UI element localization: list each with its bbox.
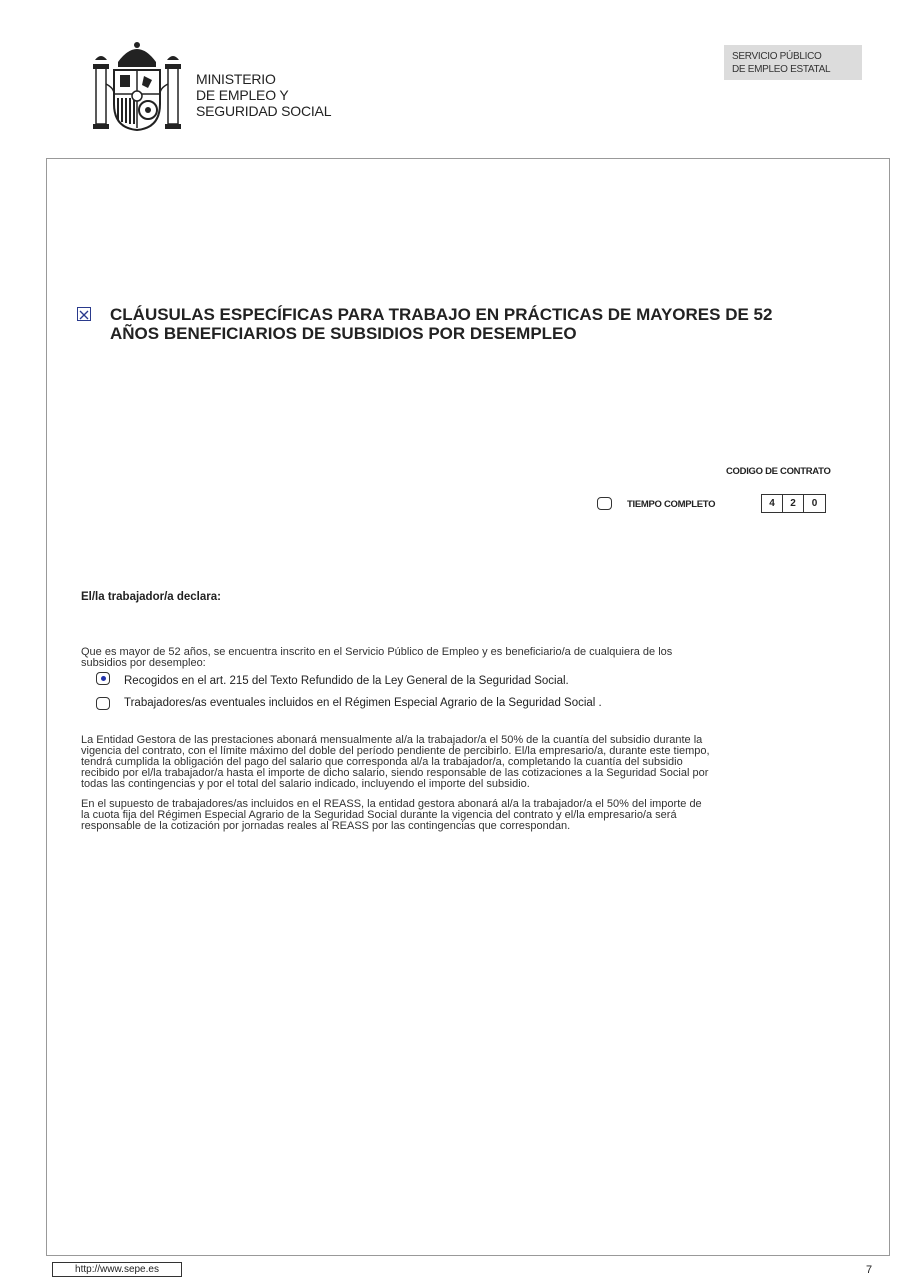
radio-selected-dot [101,676,106,681]
intro-line: subsidios por desempleo: [81,657,206,669]
title-line: AÑOS BENEFICIARIOS DE SUBSIDIOS POR DESEMPLEO [110,324,577,343]
tiempo-completo-radio[interactable] [597,497,612,510]
service-line: SERVICIO PÚBLICO [732,51,822,62]
intro-line: Que es mayor de 52 años, se encuentra inscrito en el Servicio Público de Empleo y es beneficiario/a de cualquiera de los [81,646,673,658]
coat-of-arms-icon [92,40,182,132]
paragraph-line: La Entidad Gestora de las prestaciones abonará mensualmente al/a la trabajador/a el 50% de la cuantía del subsidio durante la [81,734,703,746]
paragraph-line: En el supuesto de trabajadores/as incluidos en el REASS, la entidad gestora abonará al/a la trabajador/a el 50% del importe de [81,798,702,810]
paragraph-reass [81,799,801,832]
paragraph-line: tendrá cumplida la obligación del pago del salario que corresponda al/a la trabajador/a, completando la cuantía del subsidio [81,756,683,768]
code-digit: 4 [762,495,783,512]
contract-code-boxes [761,494,826,513]
paragraph-line: todas las contingencias y por el total del salario indicado, incluyendo el importe del subsidio. [81,778,530,790]
option-radio-reass[interactable] [96,697,110,710]
service-badge [724,45,862,80]
option-label-art215: Recogidos en el art. 215 del Texto Refundido de la Ley General de la Seguridad Social. [124,675,569,687]
clause-title [110,305,850,343]
contract-code-label: CODIGO DE CONTRATO [726,466,831,477]
code-digit: 2 [783,495,804,512]
ministry-line: MINISTERIO [196,71,276,87]
paragraph-line: la cuota fija del Régimen Especial Agrario de la Seguridad Social durante la vigencia del contrato y el/la empresario/a será [81,809,677,821]
tiempo-completo-label: TIEMPO COMPLETO [627,499,716,510]
service-line: DE EMPLEO ESTATAL [732,64,831,75]
declaration-intro [81,647,801,669]
code-digit: 0 [811,498,818,509]
ministry-line: DE EMPLEO Y [196,87,289,103]
paragraph-line: responsable de la cotización por jornadas reales al REASS por las contingencias que correspondan. [81,820,571,832]
ministry-line: SEGURIDAD SOCIAL [196,103,332,119]
website-link[interactable]: http://www.sepe.es [52,1262,182,1277]
clause-checkbox[interactable] [77,307,91,321]
ministry-name [196,71,331,119]
paragraph-gestora [81,735,801,790]
page-number: 7 [866,1264,873,1276]
paragraph-line: recibido por el/la trabajador/a hasta el importe de dicho salario, siendo responsable de las cotizaciones a la Seguridad Social por [81,767,709,779]
option-label-reass: Trabajadores/as eventuales incluidos en el Régimen Especial Agrario de la Seguridad Social . [124,697,602,709]
check-x-icon [78,309,90,321]
option-radio-art215[interactable] [96,672,110,685]
declaration-heading: El/la trabajador/a declara: [81,591,221,603]
paragraph-line: vigencia del contrato, con el límite máximo del doble del período pendiente de percibirlo. El/la empresario/a, durante este tiempo, [81,745,710,757]
title-line: CLÁUSULAS ESPECÍFICAS PARA TRABAJO EN PRÁCTICAS DE MAYORES DE 52 [110,305,773,324]
